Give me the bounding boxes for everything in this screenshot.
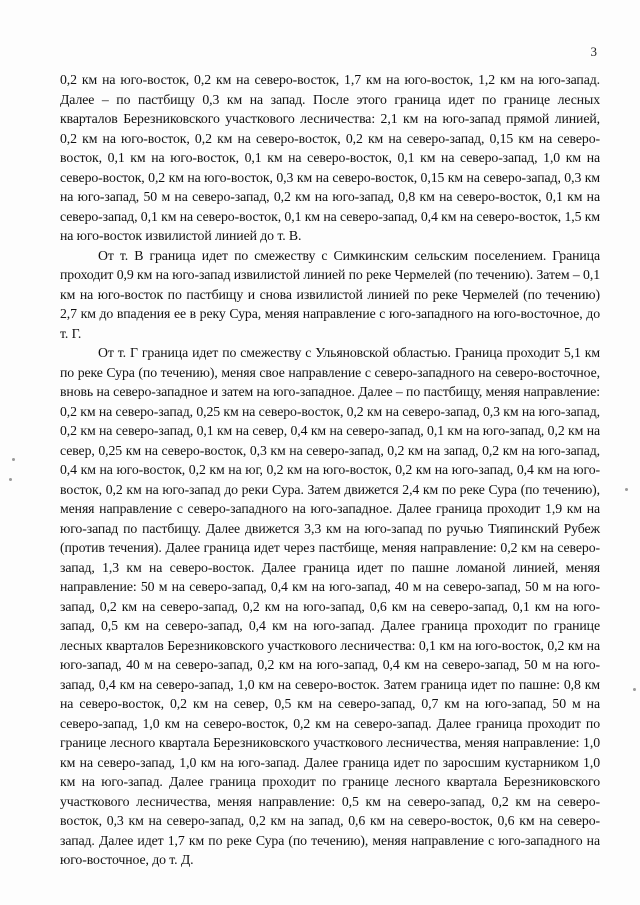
scan-speck bbox=[633, 688, 636, 691]
scan-speck bbox=[9, 478, 12, 481]
paragraph: От т. В граница идет по смежеству с Симкинским сельским поселением. Граница проходит 0,9 км на юго-запад извилистой линией по реке Чермелей (по течению). Затем – 0,1 км на юго-восток по пастбищу и снова извилистой линией по реке Чермелей (по течению) 2,7 км до впадения ее в реку Сура, меняя направление с юго-западного на юго-восточное, до т. Г. bbox=[60, 247, 600, 341]
paragraph: От т. Г граница идет по смежеству с Ульяновской областью. Граница проходит 5,1 км по реке Сура (по течению), меняя свое направление с северо-западного на северо-восточное, вновь на северо-западное и затем на юго-западное. Далее – по пастбищу, меняя направление: 0,2 км на северо-запад, 0,25 км на северо-восток, 0,2 км на северо-запад, 0,3 км на юго-запад, 0,2 км на северо-запад, 0,1 км на север, 0,4 км на северо-запад, 0,1 км на юго-запад, 0,2 км на север, 0,25 км на северо-восток, 0,3 км на северо-запад, 0,2 км на запад, 0,2 км на юго-запад, 0,4 км на юго-восток, 0,2 км на юг, 0,2 км на юго-восток, 0,2 км на юго-запад, 0,4 км на юго-восток, 0,2 км на юго-запад до реки Сура. Затем движется 2,4 км по реке Сура (по течению), меняя направление с северо-западного на юго-западное. Далее граница проходит 1,9 км на юго-запад по пастбищу. Далее движется 3,3 км на юго-запад по ручью Тияпинский Рубеж (против течения). Далее граница идет через пастбище, меняя направление: 0,2 км на северо-запад, 1,3 км на северо-восток. Далее граница идет по пашне ломаной линией, меняя направление: 50 м на северо-запад, 0,4 км на юго-запад, 40 м на северо-запад, 50 м на юго-запад, 0,2 км на северо-запад, 0,2 км на юго-запад, 0,6 км на северо-запад, 0,1 км на юго-запад, 0,5 км на северо-запад, 0,4 км на юго-запад. Далее граница проходит по границе лесных кварталов Березниковского участкового лесничества: 0,1 км на юго-восток, 0,2 км на юго-запад, 40 м на северо-запад, 0,2 км на юго-запад, 0,4 км на северо-запад, 50 м на юго-запад, 0,4 км на северо-запад, 1,0 км на северо-восток. Затем граница идет по пашне: 0,8 км на северо-восток, 0,2 км на север, 0,5 км на северо-запад, 0,7 км на юго-запад, 50 м на северо-запад, 1,0 км на северо-восток, 0,2 км на северо-запад. Далее граница проходит по границе лесного квартала Березниковского участкового лесничества, меняя направление: 1,0 км на северо-запад, 1,0 км на юго-запад. Далее граница идет по заросшим кустарником 1,0 км на юго-запад. Далее граница проходит по границе лесного квартала Березниковского участкового лесничества, меняя направление: 0,5 км на северо-запад, 0,2 км на северо-восток, 0,3 км на северо-запад, 0,2 км на запад, 0,6 км на северо-восток, 0,6 км на северо-запад. Далее идет 1,7 км по реке Сура (по течению), меняя направление с юго-западного на юго-восточное, до т. Д. bbox=[60, 345, 600, 867]
body-text bbox=[60, 70, 600, 870]
scan-speck bbox=[12, 458, 15, 461]
scan-speck bbox=[625, 488, 628, 491]
paragraph: 0,2 км на юго-восток, 0,2 км на северо-восток, 1,7 км на юго-восток, 1,2 км на юго-запад. Далее – по пастбищу 0,3 км на запад. После этого граница идет по границе лесных кварталов Березниковского участкового лесничества: 2,1 км на юго-запад прямой линией, 0,2 км на юго-восток, 0,2 км на северо-восток, 0,2 км на северо-запад, 0,15 км на северо-восток, 0,1 км на юго-восток, 0,1 км на северо-восток, 0,1 км на северо-запад, 1,0 км на северо-восток, 0,2 км на юго-восток, 0,3 км на северо-восток, 0,15 км на северо-запад, 0,3 км на юго-запад, 50 м на северо-запад, 0,2 км на юго-запад, 0,8 км на северо-восток, 0,1 км на северо-запад, 0,1 км на северо-восток, 0,1 км на северо-запад, 0,4 км на северо-восток, 1,5 км на юго-восток извилистой линией до т. В. bbox=[60, 72, 600, 243]
page-number: 3 bbox=[590, 44, 597, 59]
